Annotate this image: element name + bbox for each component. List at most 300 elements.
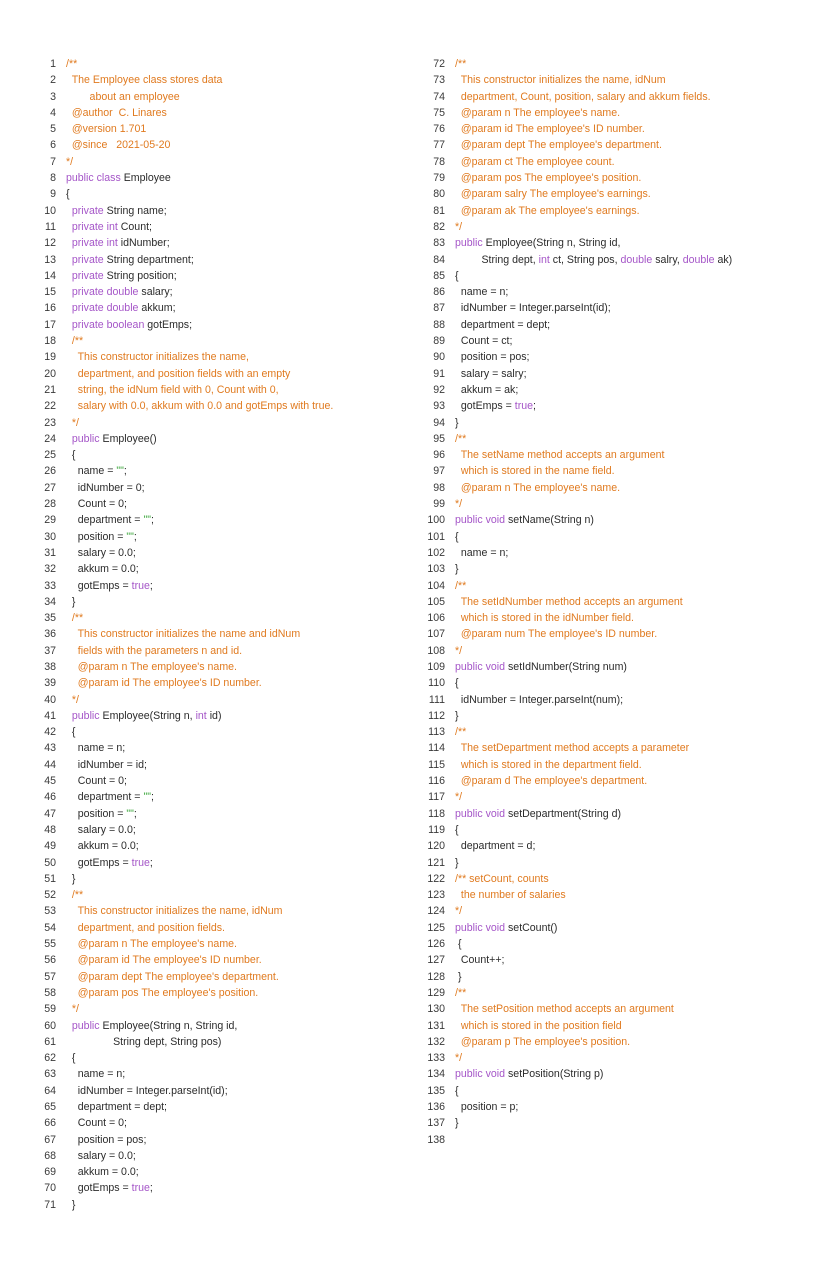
line-number: 104 [427,579,445,592]
code-text [455,219,462,235]
comment-token: @author C. Linares [66,106,167,119]
line-number: 80 [433,188,445,201]
line-number: 129 [427,986,445,999]
line-number: 110 [428,677,445,690]
code-text [66,154,73,170]
line-number: 33 [44,579,56,592]
code-text [455,431,466,447]
line-number: 135 [427,1084,445,1097]
code-text [455,1083,459,1099]
line-number: 76 [433,123,445,136]
comment-token: /** [455,986,467,999]
code-text [66,447,75,463]
code-text [455,284,508,300]
line-number: 44 [44,758,56,771]
code-text [66,105,167,121]
code-text [455,480,620,496]
comment-token: @param num The employee's ID number. [455,628,658,641]
code-token: { [66,188,70,201]
keyword-token: private [71,204,107,217]
comment-token: */ [455,1052,463,1065]
line-number: 128 [427,970,445,983]
line-number: 46 [44,791,56,804]
code-text [455,708,459,724]
line-number: 30 [44,530,56,543]
line-number: 2 [50,74,56,87]
code-token: { [66,1052,76,1065]
code-text [66,529,137,545]
code-text [455,659,627,675]
keyword-token: private int [71,220,121,233]
code-text [455,806,621,822]
keyword-token: private [71,269,107,282]
code-text [455,855,459,871]
code-text [455,398,536,414]
line-number: 77 [433,139,445,152]
keyword-token: public void [455,921,508,934]
code-token: department = [66,791,144,804]
code-token: name = n; [66,1068,126,1081]
code-text [66,496,127,512]
code-token: } [455,416,459,429]
code-text [66,300,176,316]
line-number: 8 [50,172,56,185]
code-text [66,1132,146,1148]
line-number: 50 [44,856,56,869]
line-number: 65 [44,1101,56,1113]
keyword-token: int [195,709,210,722]
line-number: 63 [44,1068,56,1081]
code-text [66,203,167,219]
code-text [66,675,262,691]
code-text [455,985,466,1001]
line-number: 103 [427,563,445,576]
line-number: 127 [427,954,445,967]
code-text [66,284,173,300]
comment-token: */ [455,498,463,511]
line-number: 57 [44,970,56,983]
code-token: Count = 0; [66,775,127,788]
code-text [66,268,177,284]
line-number: 88 [433,318,445,331]
line-number: 113 [428,726,445,739]
line-number: 138 [427,1133,445,1146]
keyword-token: public void [455,1068,508,1081]
line-number: 15 [44,286,56,299]
code-token: Employee(String n, String id, [102,1019,238,1032]
code-text [66,480,145,496]
line-number: 59 [44,1003,56,1016]
code-text [66,56,77,72]
code-token: { [455,1084,459,1097]
comment-token: the number of salaries [455,889,566,902]
code-token: department = dept; [455,318,551,331]
comment-token: about an employee [66,90,180,103]
code-text [66,952,262,968]
code-token: ; [533,400,536,413]
comment-token: department, and position fields with an empty [66,367,291,380]
code-text [66,219,152,235]
comment-token: fields with the parameters n and id. [66,644,243,657]
comment-token: */ [455,905,463,918]
code-token: salary = salry; [455,367,527,380]
code-text [66,578,153,594]
comment-token: The setPosition method accepts an argument [455,1003,674,1016]
code-text [66,838,139,854]
code-text [455,773,647,789]
comment-token: which is stored in the idNumber field. [455,612,634,625]
code-text [66,1066,125,1082]
code-token: salary = 0.0; [66,1149,136,1162]
line-number: 99 [433,498,445,511]
line-number: 10 [44,204,56,217]
line-number: 14 [44,269,56,282]
line-number: 134 [427,1068,445,1081]
code-text [66,969,279,985]
line-number: 121 [427,856,445,869]
line-number: 82 [433,220,445,233]
comment-token: This constructor initializes the name, idNum [455,74,666,87]
line-number: 133 [427,1052,445,1065]
code-token: Employee() [102,432,157,445]
code-token: String dept, String pos) [66,1035,222,1048]
string-token: "" [126,807,134,820]
string-token: "" [143,514,151,527]
code-text [455,952,504,968]
code-text [66,1115,127,1131]
line-number: 69 [44,1166,56,1179]
line-number: 45 [44,775,56,788]
line-number: 23 [44,416,56,429]
comment-token: The Employee class stores data [66,74,223,87]
line-number: 32 [44,563,56,576]
keyword-token: public [71,709,103,722]
line-number: 83 [433,237,445,250]
code-text [455,724,466,740]
keyword-token: double [682,253,718,266]
comment-token: @param id The employee's ID number. [455,123,645,136]
comment-token: /** [455,58,467,70]
code-text [66,349,249,365]
code-token: akkum = ak; [455,383,519,396]
code-text [66,936,237,952]
code-text [66,431,157,447]
code-token: gotEmps = [66,579,132,592]
code-text [66,626,300,642]
keyword-token: int [538,253,553,266]
code-text [455,252,732,268]
code-token: } [455,1117,459,1130]
code-text [66,137,170,153]
comment-token: /** [455,726,467,739]
line-number: 109 [427,660,445,673]
code-token: gotEmps = [66,1182,132,1195]
line-number: 12 [44,237,56,250]
keyword-token: public [71,432,103,445]
line-number: 42 [44,726,56,739]
keyword-token: public class [66,172,124,185]
code-token: { [455,677,459,690]
code-text [66,1001,79,1017]
comment-token: /** [66,612,84,625]
line-number: 51 [44,872,56,885]
keyword-token: true [514,400,534,413]
code-text [455,692,623,708]
line-number: 66 [44,1117,56,1130]
code-token: position = p; [455,1101,519,1113]
code-token: } [455,856,459,869]
code-text [66,1180,153,1196]
code-text [66,659,237,675]
line-number: 54 [44,921,56,934]
code-text [66,333,83,349]
code-text [66,1083,228,1099]
code-text [66,561,139,577]
code-text [455,512,594,528]
code-text [66,252,194,268]
code-token: Employee(String n, [102,709,196,722]
code-text [66,692,79,708]
code-text [66,1034,221,1050]
line-number: 52 [44,889,56,902]
line-number: 84 [433,253,445,266]
comment-token: The setName method accepts an argument [455,449,665,462]
line-number: 93 [433,400,445,413]
line-number: 67 [44,1133,56,1146]
code-token: salary; [141,286,173,299]
code-text [455,529,459,545]
comment-token: /** [455,432,467,445]
code-text [66,398,333,414]
code-text [66,512,154,528]
code-text [455,415,459,431]
line-number: 35 [44,612,56,625]
line-number: 123 [427,889,445,902]
line-number: 136 [427,1101,445,1113]
comment-token: @param d The employee's department. [455,775,648,788]
code-text [66,610,83,626]
line-number: 19 [44,351,56,364]
line-number: 60 [44,1019,56,1032]
comment-token: which is stored in the name field. [455,465,615,478]
comment-token: */ [66,1003,79,1016]
line-number: 126 [427,938,445,951]
code-text [66,415,79,431]
comment-token: @param dept The employee's department. [66,970,279,983]
line-number: 74 [433,90,445,103]
line-number: 100 [427,514,445,527]
code-text [66,463,127,479]
code-text [455,137,662,153]
line-number: 87 [433,302,445,315]
line-number: 6 [50,139,56,152]
code-text [455,186,651,202]
comment-token: /** [66,335,84,348]
code-text [455,920,557,936]
code-token: ; [149,1182,153,1195]
line-number: 26 [44,465,56,478]
code-text [455,268,459,284]
keyword-token: private double [71,302,142,315]
comment-token: */ [66,416,79,429]
comment-token: /** [66,889,84,902]
line-number: 55 [44,938,56,951]
line-number: 106 [427,612,445,625]
code-text [455,1001,674,1017]
comment-token: @param pos The employee's position. [66,986,259,999]
code-token: id) [209,709,222,722]
line-number: 58 [44,986,56,999]
code-text [455,1099,518,1115]
comment-token: @param ct The employee count. [455,155,615,168]
line-number: 124 [427,905,445,918]
code-text [455,56,466,72]
line-number: 114 [428,742,445,755]
code-token: ; [150,514,154,527]
line-number: 92 [433,383,445,396]
code-text [455,789,462,805]
code-token: } [455,970,462,983]
code-token: String name; [106,204,167,217]
code-text [66,170,171,186]
line-number: 22 [44,400,56,413]
code-token: } [66,1198,76,1211]
line-number: 131 [427,1019,445,1032]
line-number: 137 [427,1117,445,1130]
code-token: Count++; [455,954,505,967]
code-text [455,903,462,919]
line-number: 105 [427,595,445,608]
line-number: 27 [44,481,56,494]
line-number: 97 [433,465,445,478]
code-token: ; [150,791,154,804]
code-text [455,561,459,577]
code-text [66,121,146,137]
code-token: akkum = 0.0; [66,840,139,853]
line-number: 40 [44,693,56,706]
code-token: ; [149,579,153,592]
keyword-token: private double [71,286,142,299]
code-text [455,871,549,887]
code-token: setCount() [508,921,558,934]
line-number: 38 [44,660,56,673]
line-number: 117 [428,791,445,804]
line-number: 25 [44,449,56,462]
code-token: { [66,726,76,739]
code-token: } [455,709,459,722]
line-number: 64 [44,1084,56,1097]
code-text [66,1164,139,1180]
code-text [455,121,645,137]
code-text [455,594,683,610]
code-text [455,757,642,773]
code-token: { [455,823,459,836]
line-number: 95 [433,432,445,445]
code-token: akkum; [141,302,176,315]
code-token: idNumber = 0; [66,481,145,494]
code-text [66,1197,75,1213]
string-token: "" [126,530,134,543]
comment-token: */ [455,644,463,657]
code-token: { [455,938,462,951]
code-text [455,235,620,251]
line-number: 7 [50,155,56,168]
code-text [66,822,136,838]
code-token: name = [66,465,117,478]
code-token: salry, [655,253,683,266]
code-token: { [455,269,459,282]
code-text [66,317,192,333]
keyword-token: private [71,253,107,266]
code-token: akkum = 0.0; [66,1166,139,1179]
line-number: 72 [433,58,445,70]
line-number: 94 [433,416,445,429]
line-number: 75 [433,106,445,119]
comment-token: which is stored in the position field [455,1019,622,1032]
code-text [66,724,75,740]
comment-token: */ [455,791,463,804]
comment-token: @since 2021-05-20 [66,139,171,152]
code-token: position = pos; [66,1133,147,1146]
line-number: 91 [433,367,445,380]
code-token: setPosition(String p) [508,1068,604,1081]
line-number: 41 [44,709,56,722]
line-number: 13 [44,253,56,266]
comment-token: This constructor initializes the name, idNum [66,905,283,918]
code-token: { [66,449,76,462]
line-number: 9 [50,188,56,201]
code-text [66,72,222,88]
code-text [66,855,153,871]
code-text [66,1099,167,1115]
code-text [455,578,466,594]
code-token: ; [149,856,153,869]
code-text [66,89,180,105]
code-text [66,985,258,1001]
line-number: 71 [44,1198,56,1211]
code-text [455,349,530,365]
keyword-token: public [71,1019,103,1032]
code-text [66,757,147,773]
code-text [455,300,611,316]
code-token: department = [66,514,144,527]
code-text [66,708,221,724]
code-text [66,235,170,251]
code-token: name = n; [455,286,509,299]
line-number: 107 [427,628,445,641]
comment-token: /** [66,58,78,70]
code-text [455,822,459,838]
line-number: 120 [427,840,445,853]
line-number: 115 [428,758,445,771]
code-text [66,594,75,610]
keyword-token: public void [455,807,508,820]
code-text [66,545,136,561]
code-token: name = n; [66,742,126,755]
code-text [455,1066,603,1082]
code-token: setName(String n) [508,514,594,527]
keyword-token: true [131,579,150,592]
code-text [455,1050,462,1066]
comment-token: @param n The employee's name. [455,481,621,494]
code-text [455,626,657,642]
comment-token: /** setCount, counts [455,872,549,885]
keyword-token: public void [455,660,508,673]
line-number: 37 [44,644,56,657]
line-number: 29 [44,514,56,527]
code-text [455,317,550,333]
code-token: Employee [123,172,171,185]
